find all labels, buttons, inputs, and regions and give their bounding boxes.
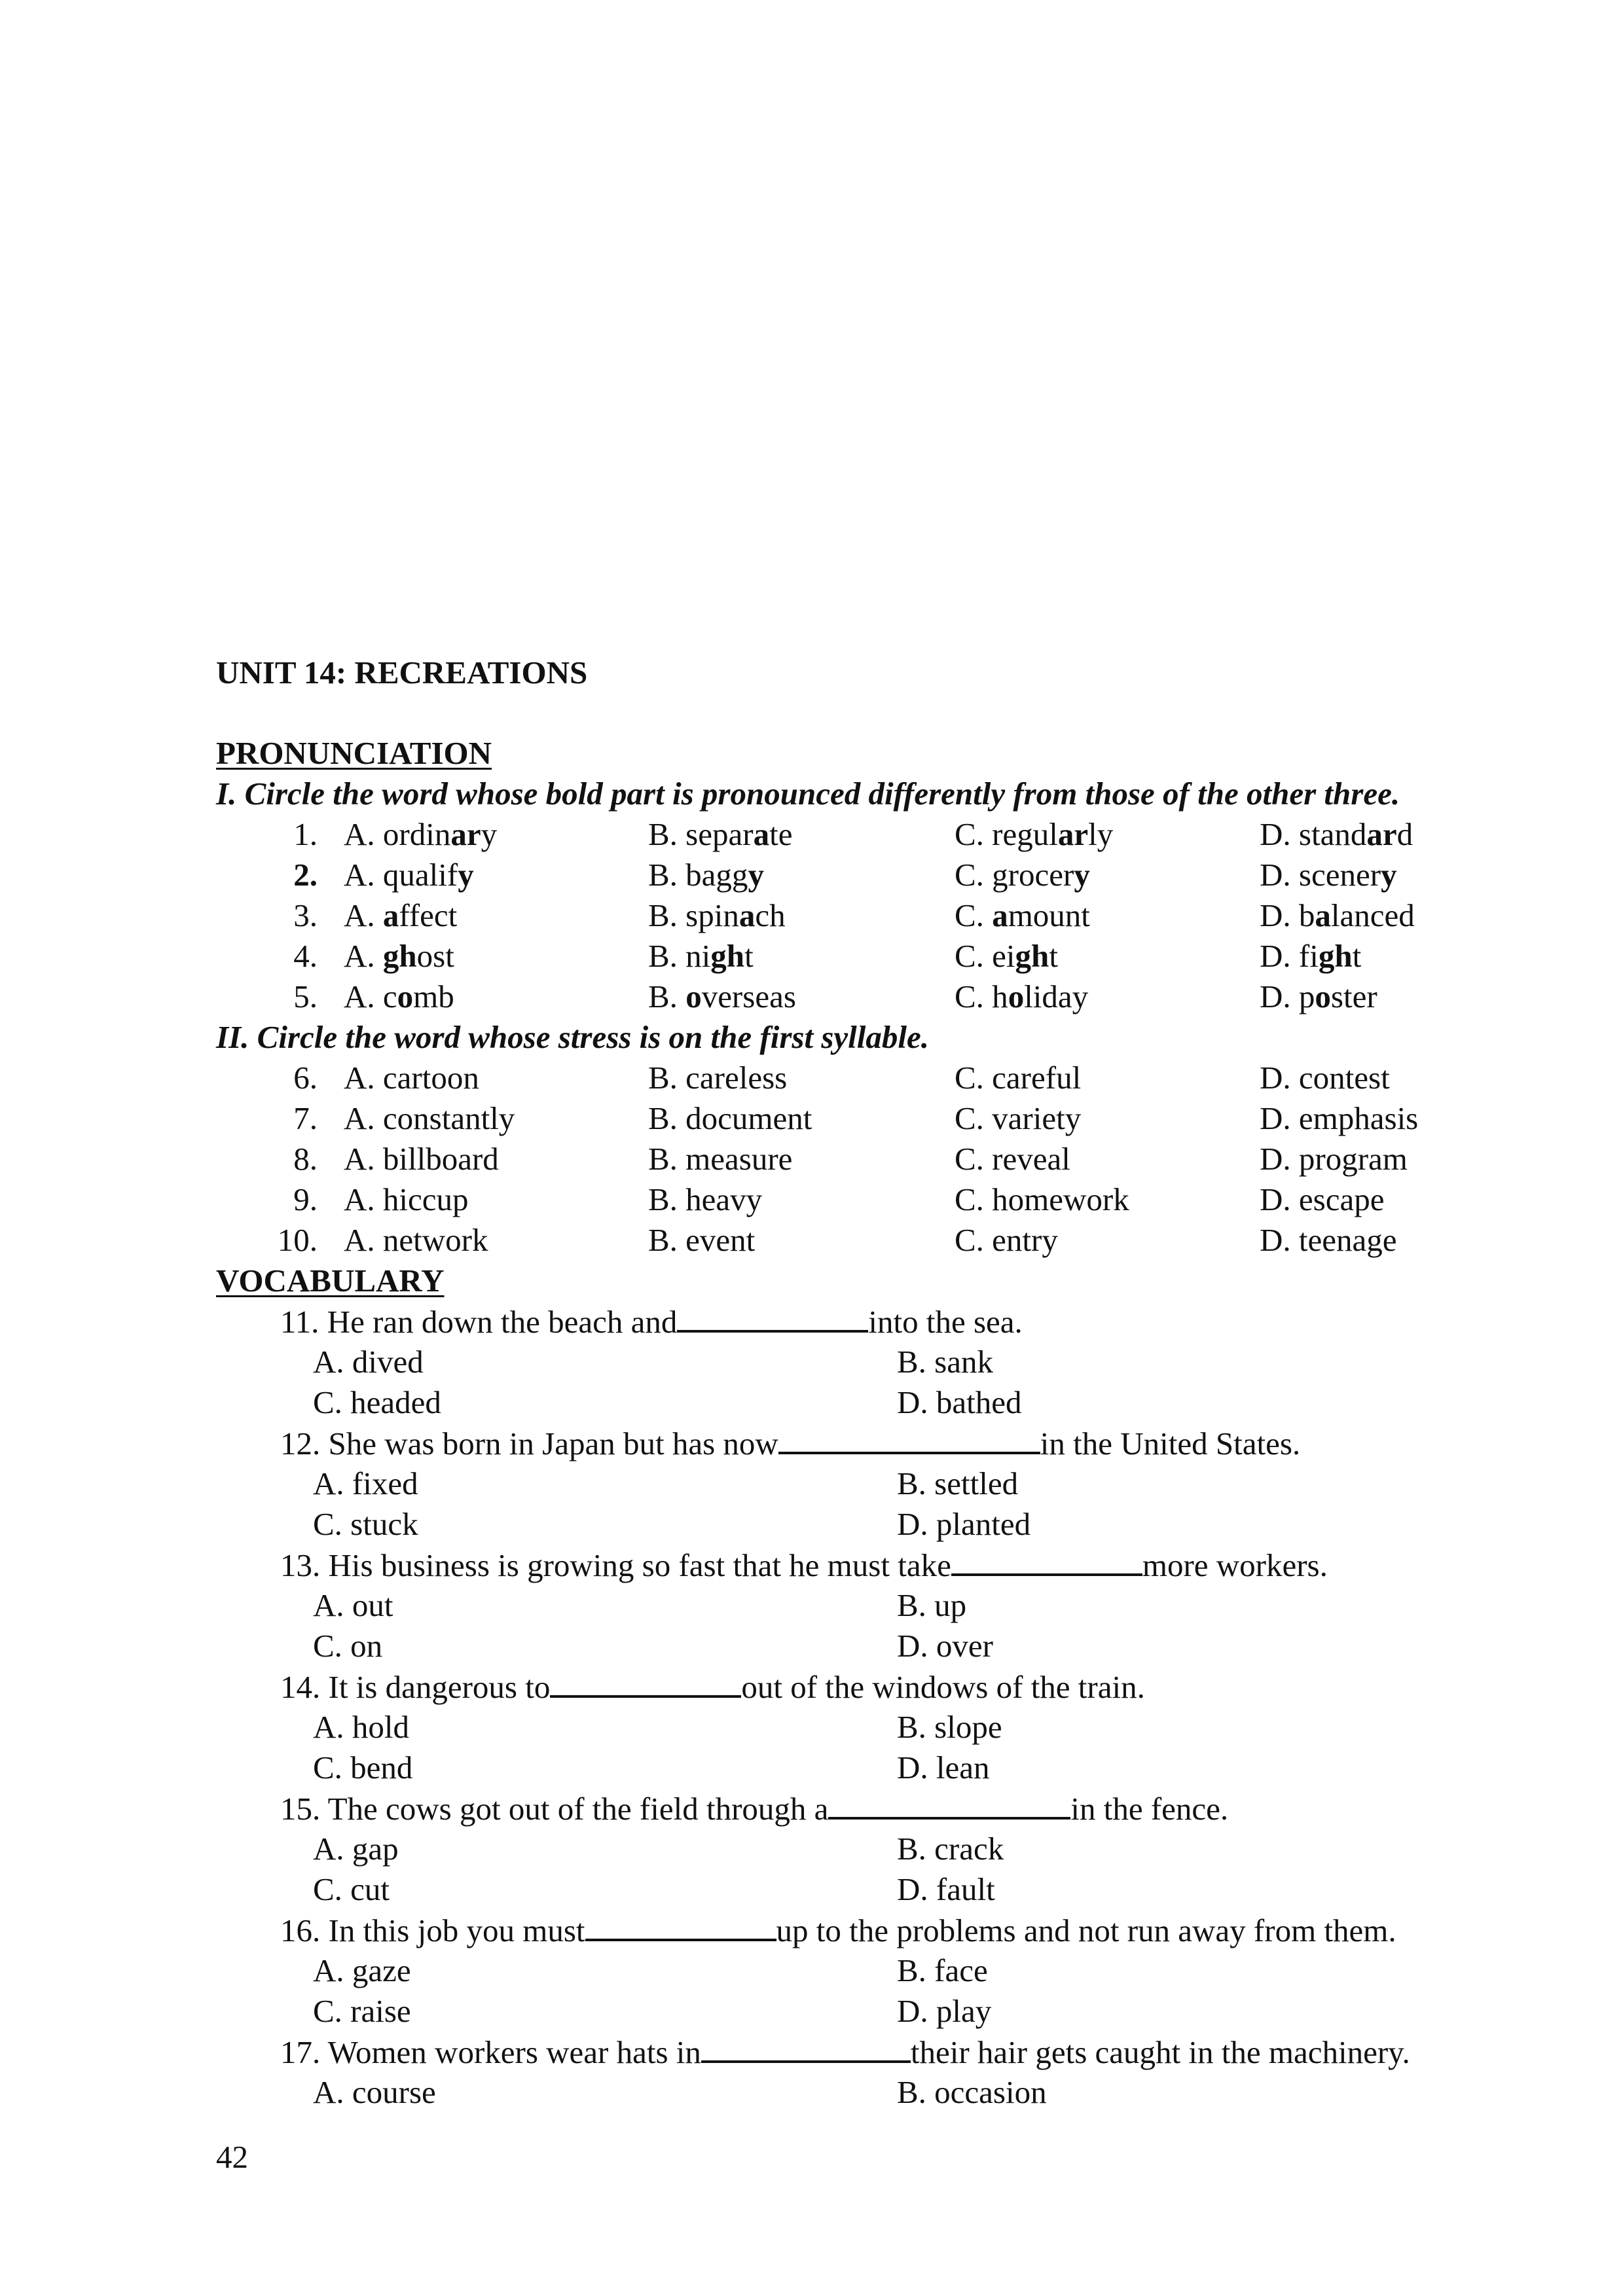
option-a: A. gaze bbox=[313, 1952, 411, 1988]
option-a: A. ghost bbox=[344, 938, 454, 974]
option-d: D. standard bbox=[1260, 816, 1413, 852]
options-row bbox=[0, 1463, 1623, 1504]
option-a: A. out bbox=[313, 1587, 393, 1623]
bold-part: y bbox=[1381, 857, 1397, 893]
option-b: B. crack bbox=[897, 1831, 1004, 1867]
options-row bbox=[0, 1991, 1623, 2032]
question-text: 11. He ran down the beach and into the sea. bbox=[280, 1301, 1023, 1342]
option-c: C. amount bbox=[955, 897, 1090, 933]
bold-part: ar bbox=[1366, 816, 1397, 852]
option-c: C. regularly bbox=[955, 816, 1114, 852]
question-text: 15. The cows got out of the field through a in the fence. bbox=[280, 1788, 1228, 1829]
bold-part: a bbox=[1315, 897, 1331, 933]
bold-part: a bbox=[753, 816, 770, 852]
bold-part: a bbox=[382, 897, 399, 933]
bold-part: a bbox=[739, 897, 756, 933]
option-c: C. headed bbox=[313, 1384, 441, 1420]
bold-part: y bbox=[458, 857, 474, 893]
item-number: 3. bbox=[293, 897, 318, 933]
option-d: D. fight bbox=[1260, 938, 1362, 974]
option-a: A. constantly bbox=[344, 1100, 515, 1136]
bold-part: o bbox=[397, 978, 414, 1014]
option-b: B. overseas bbox=[648, 978, 796, 1014]
bold-part: o bbox=[1008, 978, 1025, 1014]
item-number: 10. bbox=[277, 1222, 318, 1258]
option-a: A. affect bbox=[344, 897, 458, 933]
stress-row bbox=[0, 1098, 1623, 1139]
item-number: 7. bbox=[293, 1100, 318, 1136]
answer-blank bbox=[550, 1666, 741, 1698]
question-row bbox=[0, 1666, 1623, 1707]
option-b: B. night bbox=[648, 938, 754, 974]
options-row bbox=[0, 2072, 1623, 2113]
question-text: 13. His business is growing so fast that he must take more workers. bbox=[280, 1545, 1328, 1586]
option-c: C. variety bbox=[955, 1100, 1082, 1136]
bold-part: ar bbox=[1057, 816, 1089, 852]
page-number: 42 bbox=[216, 2139, 248, 2175]
options-row bbox=[0, 1707, 1623, 1748]
answer-blank bbox=[701, 2032, 911, 2063]
option-d: D. teenage bbox=[1260, 1222, 1397, 1258]
options-row bbox=[0, 1382, 1623, 1423]
answer-blank bbox=[677, 1301, 868, 1333]
bold-part: gh bbox=[710, 938, 745, 974]
question-text: 17. Women workers wear hats in their hair gets caught in the machinery. bbox=[280, 2032, 1410, 2073]
option-a: A. course bbox=[313, 2074, 436, 2110]
question-row bbox=[0, 1545, 1623, 1585]
options-row bbox=[0, 1748, 1623, 1788]
stress-row bbox=[0, 1179, 1623, 1220]
option-a: A. hiccup bbox=[344, 1181, 469, 1217]
options-row bbox=[0, 1585, 1623, 1626]
option-c: C. cut bbox=[313, 1871, 390, 1907]
bold-part: gh bbox=[1318, 938, 1353, 974]
option-c: C. bend bbox=[313, 1749, 413, 1785]
option-c: C. stuck bbox=[313, 1506, 418, 1542]
question-row bbox=[0, 1301, 1623, 1342]
item-number: 8. bbox=[293, 1141, 318, 1177]
option-a: A. hold bbox=[313, 1709, 409, 1745]
option-d: D. contest bbox=[1260, 1060, 1390, 1096]
bold-part: y bbox=[748, 857, 764, 893]
option-b: B. face bbox=[897, 1952, 988, 1988]
answer-blank bbox=[951, 1545, 1142, 1576]
item-number: 9. bbox=[293, 1181, 318, 1217]
option-d: D. planted bbox=[897, 1506, 1031, 1542]
pronunciation-row bbox=[0, 895, 1623, 936]
option-a: A. fixed bbox=[313, 1465, 418, 1501]
options-row bbox=[0, 1869, 1623, 1910]
question-row bbox=[0, 1423, 1623, 1463]
option-d: D. program bbox=[1260, 1141, 1408, 1177]
option-c: C. raise bbox=[313, 1993, 411, 2029]
option-b: B. separate bbox=[648, 816, 793, 852]
bold-part: gh bbox=[382, 938, 417, 974]
bold-part: o bbox=[1315, 978, 1331, 1014]
stress-row bbox=[0, 1220, 1623, 1261]
option-d: D. play bbox=[897, 1993, 992, 2029]
option-b: B. settled bbox=[897, 1465, 1019, 1501]
option-a: A. dived bbox=[313, 1344, 424, 1380]
question-text: 12. She was born in Japan but has now in the United States. bbox=[280, 1423, 1300, 1464]
option-b: B. measure bbox=[648, 1141, 793, 1177]
question-row bbox=[0, 1910, 1623, 1950]
option-b: B. heavy bbox=[648, 1181, 763, 1217]
option-c: C. on bbox=[313, 1628, 383, 1664]
question-row bbox=[0, 1788, 1623, 1829]
option-c: C. careful bbox=[955, 1060, 1082, 1096]
question-text: 16. In this job you must up to the problems and not run away from them. bbox=[280, 1910, 1396, 1951]
option-a: A. ordinary bbox=[344, 816, 498, 852]
option-d: D. lean bbox=[897, 1749, 990, 1785]
options-row bbox=[0, 1504, 1623, 1545]
vocabulary-heading: VOCABULARY bbox=[216, 1263, 445, 1299]
answer-blank bbox=[778, 1423, 1040, 1454]
option-c: C. reveal bbox=[955, 1141, 1070, 1177]
option-c: C. holiday bbox=[955, 978, 1089, 1014]
option-a: A. gap bbox=[313, 1831, 399, 1867]
option-a: A. cartoon bbox=[344, 1060, 479, 1096]
option-c: C. entry bbox=[955, 1222, 1058, 1258]
option-d: D. escape bbox=[1260, 1181, 1385, 1217]
stress-row bbox=[0, 1058, 1623, 1098]
option-c: C. grocery bbox=[955, 857, 1090, 893]
pronunciation-heading: PRONUNCIATION bbox=[216, 735, 492, 771]
option-c: C. eight bbox=[955, 938, 1058, 974]
question-text: 14. It is dangerous to out of the windows of the train. bbox=[280, 1666, 1145, 1708]
bold-part: gh bbox=[1015, 938, 1049, 974]
item-number: 2. bbox=[293, 857, 318, 893]
pronunciation-row bbox=[0, 936, 1623, 977]
option-b: B. event bbox=[648, 1222, 756, 1258]
options-row bbox=[0, 1626, 1623, 1666]
option-b: B. baggy bbox=[648, 857, 764, 893]
option-b: B. document bbox=[648, 1100, 812, 1136]
option-d: D. poster bbox=[1260, 978, 1377, 1014]
option-d: D. emphasis bbox=[1260, 1100, 1419, 1136]
options-row bbox=[0, 1342, 1623, 1382]
item-number: 6. bbox=[293, 1060, 318, 1096]
option-d: D. scenery bbox=[1260, 857, 1397, 893]
options-row bbox=[0, 1950, 1623, 1991]
bold-part: a bbox=[992, 897, 1008, 933]
option-d: D. over bbox=[897, 1628, 993, 1664]
option-c: C. homework bbox=[955, 1181, 1129, 1217]
item-number: 1. bbox=[293, 816, 318, 852]
unit-title: UNIT 14: RECREATIONS bbox=[216, 655, 588, 691]
pronunciation-row bbox=[0, 977, 1623, 1017]
item-number: 4. bbox=[293, 938, 318, 974]
section-1-instruction: I. Circle the word whose bold part is pronounced differently from those of the other three. bbox=[216, 776, 1400, 812]
stress-row bbox=[0, 1139, 1623, 1179]
section-2-instruction: II. Circle the word whose stress is on the first syllable. bbox=[216, 1019, 930, 1055]
option-d: D. bathed bbox=[897, 1384, 1022, 1420]
question-row bbox=[0, 2032, 1623, 2072]
option-a: A. qualify bbox=[344, 857, 474, 893]
answer-blank bbox=[585, 1910, 776, 1941]
bold-part: o bbox=[685, 978, 702, 1014]
bold-part: ar bbox=[450, 816, 481, 852]
pronunciation-row bbox=[0, 855, 1623, 895]
option-d: D. fault bbox=[897, 1871, 995, 1907]
option-b: B. sank bbox=[897, 1344, 993, 1380]
options-row bbox=[0, 1829, 1623, 1869]
option-a: A. network bbox=[344, 1222, 488, 1258]
option-d: D. balanced bbox=[1260, 897, 1415, 933]
option-b: B. spinach bbox=[648, 897, 786, 933]
option-b: B. occasion bbox=[897, 2074, 1047, 2110]
option-a: A. comb bbox=[344, 978, 454, 1014]
option-a: A. billboard bbox=[344, 1141, 499, 1177]
option-b: B. careless bbox=[648, 1060, 788, 1096]
pronunciation-row bbox=[0, 814, 1623, 855]
bold-part: y bbox=[1074, 857, 1090, 893]
item-number: 5. bbox=[293, 978, 318, 1014]
option-b: B. slope bbox=[897, 1709, 1002, 1745]
answer-blank bbox=[828, 1788, 1070, 1820]
option-b: B. up bbox=[897, 1587, 967, 1623]
